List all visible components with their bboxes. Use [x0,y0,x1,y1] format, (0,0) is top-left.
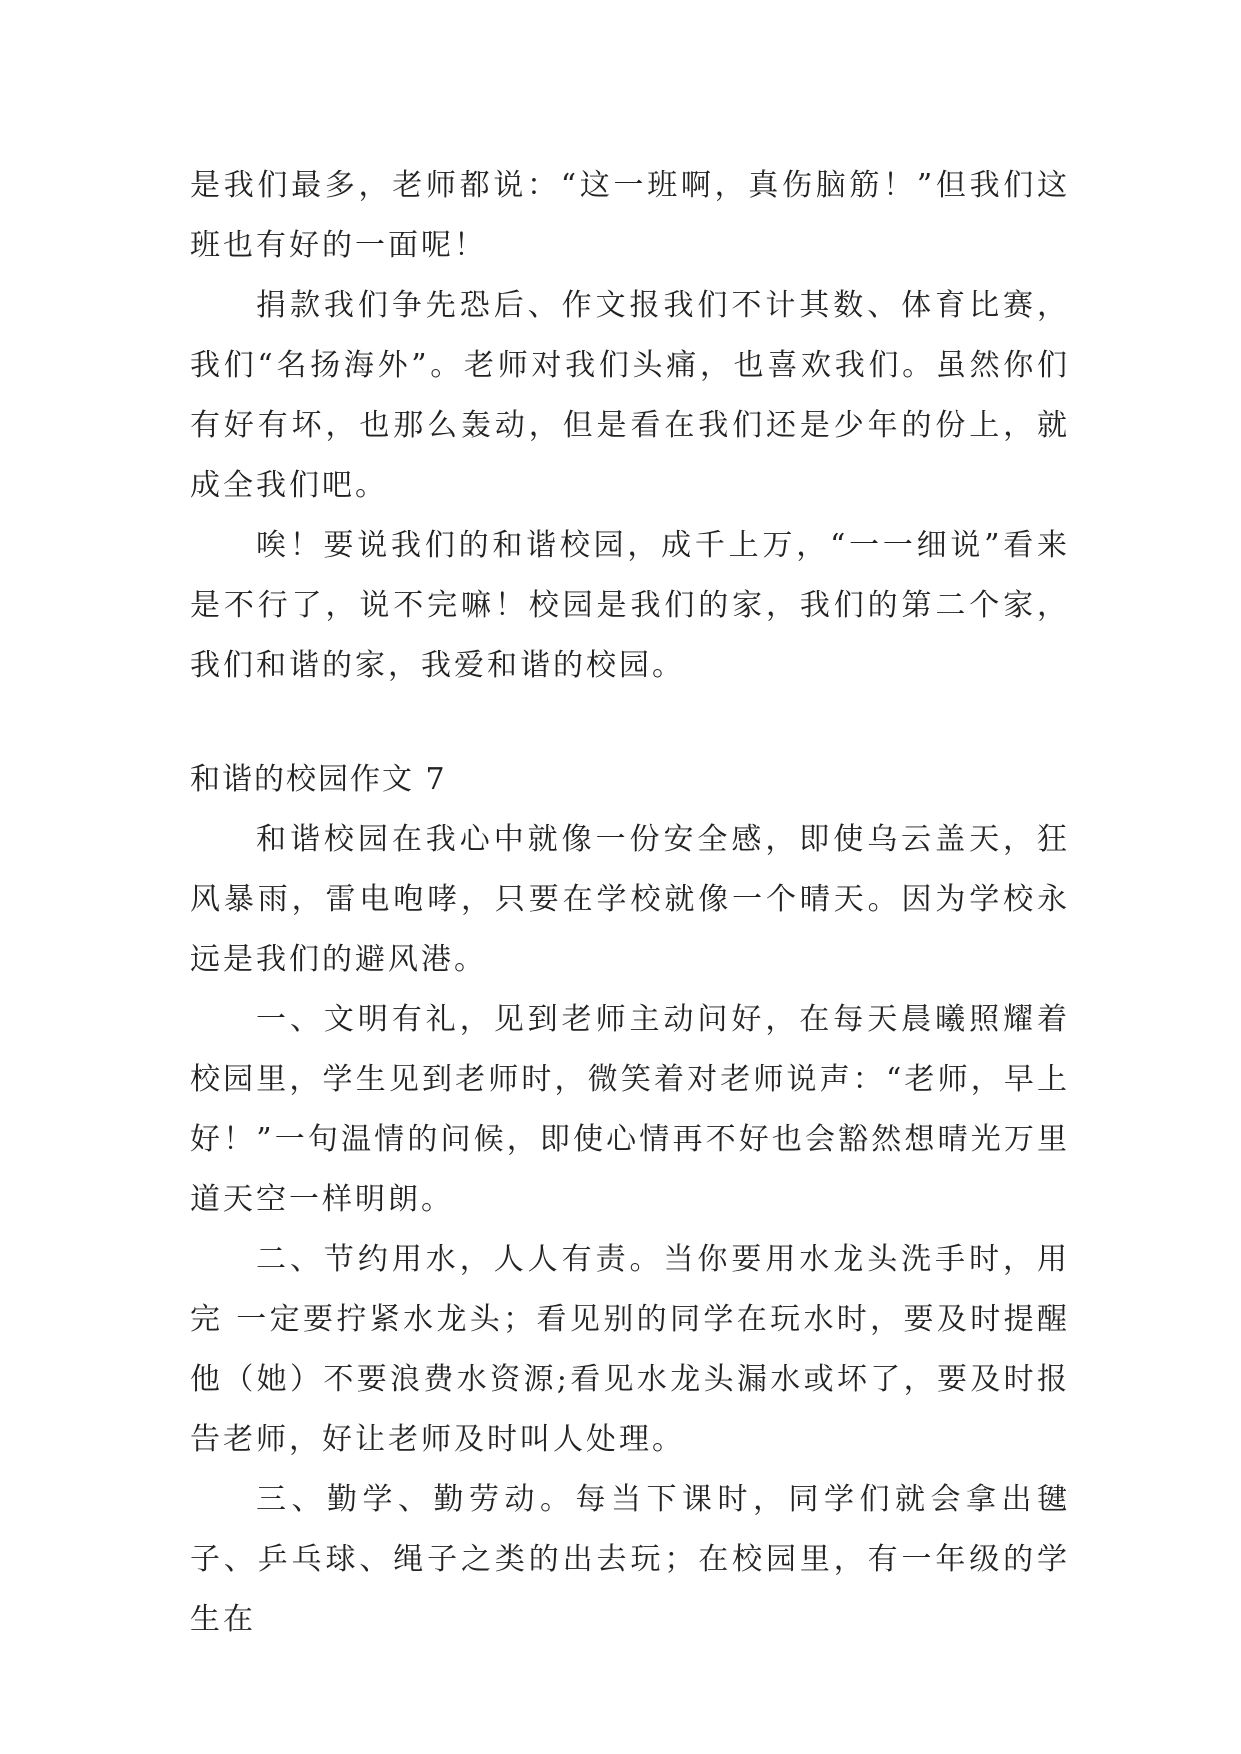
paragraph-point-1: 一、文明有礼，见到老师主动问好，在每天晨曦照耀着校园里，学生见到老师时，微笑着对老师说声：“老师，早上好！”一句温情的问候，即使心情再不好也会豁然想晴光万里道天空一样明朗。 [190,1002,1070,1217]
paragraph-point-2: 二、节约用水，人人有责。当你要用水龙头洗手时，用完 一定要拧紧水龙头；看见别的同学在玩水时，要及时提醒他（她）不要浪费水资源;看见水龙头漏水或坏了，要及时报告老师，好让老师及时叫人处理。 [190,1242,1070,1457]
section-title: 和谐的校园作文 7 [190,762,447,797]
document-body [190,156,1070,1650]
paragraph-intro: 和谐校园在我心中就像一份安全感，即使乌云盖天，狂风暴雨，雷电咆哮，只要在学校就像一个晴天。因为学校永远是我们的避风港。 [190,822,1070,977]
paragraph-continuation: 是我们最多，老师都说：“这一班啊，真伤脑筋！”但我们这班也有好的一面呢！ [190,168,1070,263]
paragraph-donations: 捐款我们争先恐后、作文报我们不计其数、体育比赛，我们“名扬海外”。老师对我们头痛，也喜欢我们。虽然你们有好有坏，也那么轰动，但是看在我们还是少年的份上，就成全我们吧。 [190,288,1070,503]
paragraph-conclusion: 唉！要说我们的和谐校园，成千上万，“一一细说”看来是不行了，说不完嘛！校园是我们的家，我们的第二个家，我们和谐的家，我爱和谐的校园。 [190,528,1070,683]
paragraph-point-3: 三、勤学、勤劳动。每当下课时，同学们就会拿出毽子、乒乓球、绳子之类的出去玩；在校园里，有一年级的学生在 [190,1482,1070,1637]
